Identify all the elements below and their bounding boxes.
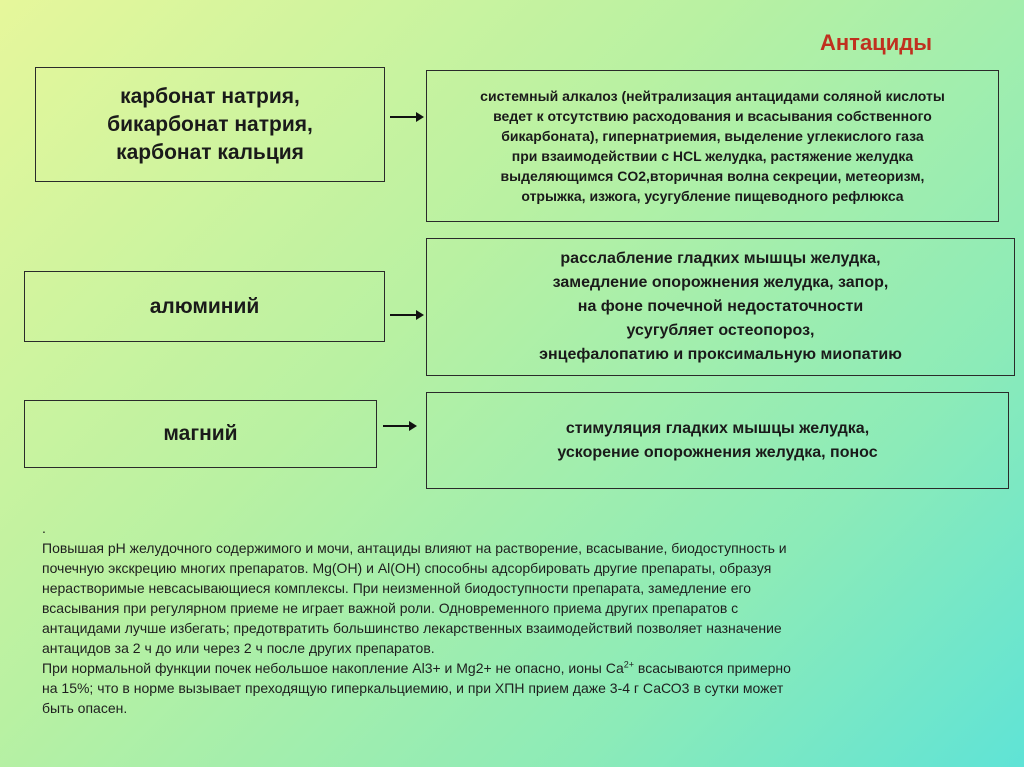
carbonate-line: карбонат натрия, (120, 84, 300, 108)
notes-line (42, 658, 977, 678)
notes-text: При нормальной функции почек небольшое накопление Al3+ и Mg2+ не опасно, ионы Са (42, 660, 624, 676)
effect-line: выделяющимся CO2,вторичная волна секреции, метеоризм, (500, 168, 925, 184)
effect-line: стимуляция гладких мышцы желудка, (565, 419, 870, 437)
carbonate-box (35, 67, 385, 182)
interaction-notes (42, 518, 977, 718)
notes-line: почечную экскрецию многих препаратов. Mg(OH) и Al(OH) способны адсорбировать другие препараты, образуя (42, 560, 772, 576)
calcium-charge: 2+ (623, 659, 635, 670)
aluminum-label: алюминий (149, 294, 260, 318)
right-arrow-icon (390, 111, 424, 123)
aluminum-effects-box (426, 238, 1015, 376)
carbonate-line: бикарбонат натрия, (107, 112, 313, 136)
magnesium-box (24, 400, 377, 468)
magnesium-label: магний (163, 422, 238, 445)
effect-line: при взаимодействии с HCL желудка, растяжение желудка (511, 148, 914, 164)
effect-line: системный алкалоз (нейтрализация антацидами соляной кислоты (480, 88, 945, 104)
notes-line: антацидами лучше избегать; предотвратить большинство лекарственных взаимодействий позволяет назначение (42, 620, 782, 636)
carbonate-line: карбонат кальция (116, 140, 304, 164)
notes-bullet-dot: . (42, 520, 46, 536)
magnesium-effects-box (426, 392, 1009, 489)
effect-line: усугубляет остеопороз, (626, 322, 815, 339)
right-arrow-icon (390, 309, 424, 321)
effect-line: замедление опорожнения желудка, запор, (552, 274, 889, 291)
right-arrow-icon (383, 420, 417, 432)
notes-line: антацидов за 2 ч до или через 2 ч после других препаратов. (42, 640, 435, 656)
effect-line: расслабление гладких мышцы желудка, (560, 250, 881, 267)
effect-line: отрыжка, изжога, усугубление пищеводного рефлюкса (521, 188, 904, 204)
notes-text: всасываются примерно (634, 660, 791, 676)
effect-line: на фоне почечной недостаточности (577, 298, 864, 315)
carbonate-effects-box (426, 70, 999, 222)
aluminum-box (24, 271, 385, 342)
notes-line: нерастворимые невсасывающиеся комплексы. При неизменной биодоступности препарата, замедление его (42, 580, 752, 596)
notes-line: Повышая рН желудочного содержимого и мочи, антациды влияют на растворение, всасывание, биодоступность и (42, 540, 787, 556)
effect-line: ведет к отсутствию расходования и всасывания собственного (493, 108, 932, 124)
effect-line: ускорение опорожнения желудка, понос (557, 443, 878, 461)
effect-line: энцефалопатию и проксимальную миопатию (539, 346, 902, 363)
notes-line: на 15%; что в норме вызывает преходящую гиперкальциемию, и при ХПН прием даже 3-4 г СаСО3 в сутки может (42, 680, 784, 696)
effect-line: бикарбоната), гипернатриемия, выделение углекислого газа (501, 128, 924, 144)
notes-line: всасывания при регулярном приеме не играет важной роли. Одновременного приема других препаратов с (42, 600, 739, 616)
notes-line: быть опасен. (42, 700, 128, 716)
slide-title: Антациды (820, 30, 932, 55)
